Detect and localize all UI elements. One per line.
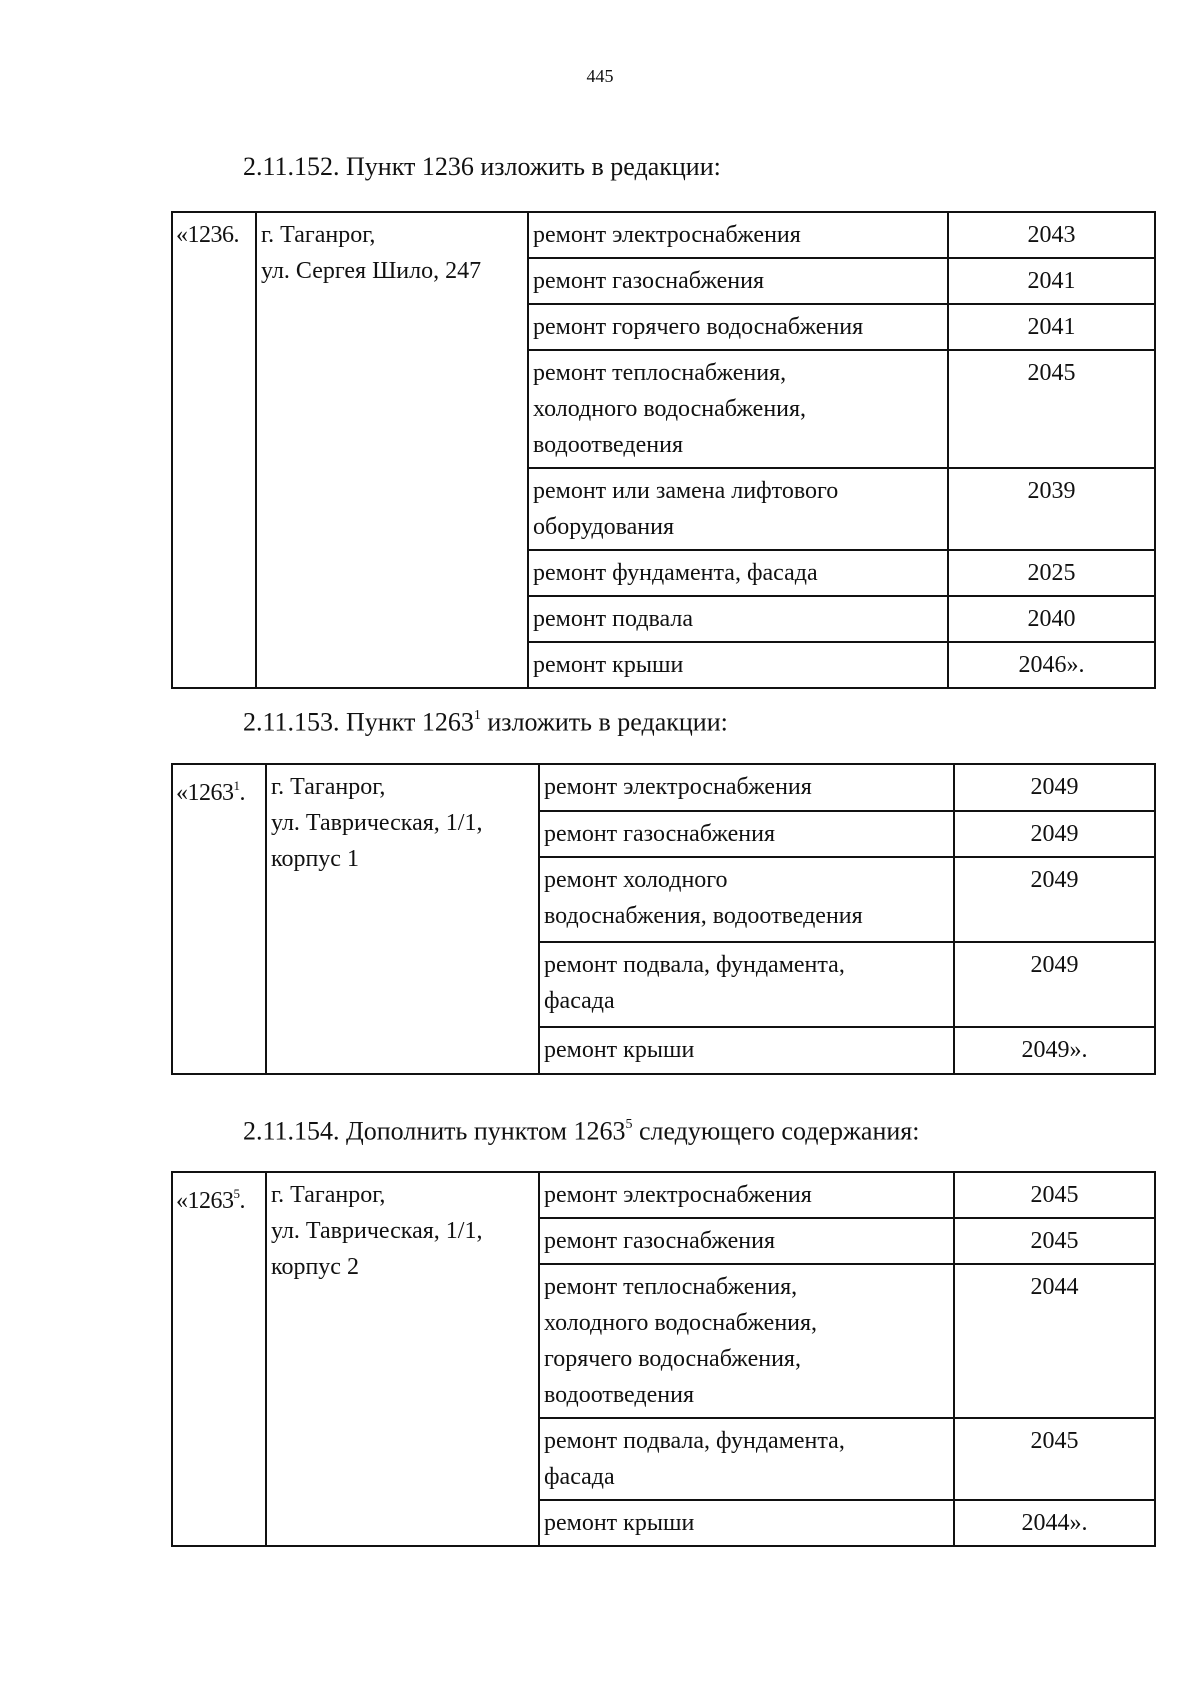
heading-text-end: изложить в редакции:	[480, 707, 728, 737]
work-type-line: ремонт теплоснабжения,	[533, 360, 787, 386]
work-type-line: ремонт газоснабжения	[544, 1228, 776, 1254]
work-type-line: холодного водоснабжения,	[544, 1310, 818, 1336]
address-line: ул. Таврическая, 1/1,	[271, 810, 483, 836]
heading-text: 2.11.153. Пункт 1263	[243, 707, 474, 737]
heading-superscript: 1	[473, 708, 481, 723]
work-type-line: ремонт фундамента, фасада	[533, 560, 818, 586]
heading-text-end: следующего содержания:	[632, 1116, 920, 1146]
work-type-cell	[528, 350, 948, 468]
year-cell: 2044».	[954, 1500, 1155, 1546]
address-cell	[266, 1172, 539, 1546]
year-cell: 2049	[954, 857, 1155, 942]
year-cell: 2043	[948, 212, 1155, 258]
year-cell: 2045	[948, 350, 1155, 468]
table-row	[172, 764, 1155, 811]
year-cell: 2045	[954, 1218, 1155, 1264]
work-type-cell	[528, 550, 948, 596]
work-type-cell	[539, 1218, 954, 1264]
year-cell: 2049».	[954, 1027, 1155, 1074]
schedule-table	[171, 211, 1156, 689]
address-line: корпус 2	[271, 1254, 359, 1280]
work-type-cell	[528, 258, 948, 304]
table-row	[172, 1172, 1155, 1218]
work-type-line: горячего водоснабжения,	[544, 1346, 801, 1372]
schedule-table	[171, 763, 1156, 1075]
heading-superscript: 5	[625, 1117, 633, 1132]
work-type-line: фасада	[544, 988, 615, 1014]
work-type-line: ремонт теплоснабжения,	[544, 1274, 798, 1300]
work-type-cell	[539, 1027, 954, 1074]
address-line: корпус 1	[271, 846, 359, 872]
address-line: г. Таганрог,	[271, 774, 386, 800]
work-type-line: ремонт горячего водоснабжения	[533, 314, 864, 340]
item-number: «1236.	[176, 222, 239, 248]
work-type-cell	[539, 1264, 954, 1418]
work-type-line: ремонт или замена лифтового	[533, 478, 839, 504]
work-type-line: водоотведения	[533, 432, 683, 458]
work-type-line: ремонт электроснабжения	[544, 774, 812, 800]
year-cell: 2049	[954, 811, 1155, 857]
year-cell: 2046».	[948, 642, 1155, 688]
work-type-line: ремонт подвала, фундамента,	[544, 952, 845, 978]
heading-text: 2.11.152. Пункт 1236 изложить в редакции:	[243, 152, 721, 181]
address-line: г. Таганрог,	[261, 222, 376, 248]
year-cell: 2045	[954, 1418, 1155, 1500]
work-type-line: ремонт крыши	[544, 1510, 695, 1536]
address-line: ул. Таврическая, 1/1,	[271, 1218, 483, 1244]
work-type-line: ремонт холодного	[544, 867, 728, 893]
work-type-cell	[528, 642, 948, 688]
work-type-line: ремонт электроснабжения	[533, 222, 801, 248]
table-row	[172, 212, 1155, 258]
item-number-suffix: .	[239, 780, 245, 806]
work-type-cell	[539, 1172, 954, 1218]
work-type-line: ремонт крыши	[533, 652, 684, 678]
section-heading	[243, 703, 728, 738]
year-cell: 2041	[948, 258, 1155, 304]
work-type-cell	[528, 468, 948, 550]
schedule-table	[171, 1171, 1156, 1547]
year-cell: 2025	[948, 550, 1155, 596]
item-number-cell	[172, 1172, 266, 1546]
work-type-line: ремонт газоснабжения	[533, 268, 765, 294]
work-type-line: ремонт газоснабжения	[544, 821, 776, 847]
item-number-superscript: 5	[233, 1186, 240, 1201]
work-type-cell	[539, 811, 954, 857]
work-type-line: водоснабжения, водоотведения	[544, 903, 863, 929]
year-cell: 2045	[954, 1172, 1155, 1218]
work-type-cell	[539, 1418, 954, 1500]
year-cell: 2041	[948, 304, 1155, 350]
page-number: 445	[586, 66, 614, 86]
item-number-suffix: .	[239, 1188, 245, 1214]
year-cell: 2039	[948, 468, 1155, 550]
work-type-line: холодного водоснабжения,	[533, 396, 807, 422]
address-line: ул. Сергея Шило, 247	[261, 258, 482, 284]
item-number-cell	[172, 212, 256, 688]
item-number: «1263	[176, 780, 234, 806]
work-type-line: ремонт подвала, фундамента,	[544, 1428, 845, 1454]
work-type-line: фасада	[544, 1464, 615, 1490]
section-heading	[243, 152, 721, 182]
work-type-line: водоотведения	[544, 1382, 694, 1408]
heading-text: 2.11.154. Дополнить пунктом 1263	[243, 1116, 626, 1146]
item-number-superscript: 1	[233, 778, 240, 793]
year-cell: 2049	[954, 942, 1155, 1027]
work-type-cell	[528, 596, 948, 642]
section-heading	[243, 1112, 919, 1147]
item-number: «1263	[176, 1188, 234, 1214]
year-cell: 2049	[954, 764, 1155, 811]
address-cell	[266, 764, 539, 1074]
address-cell	[256, 212, 528, 688]
year-cell: 2040	[948, 596, 1155, 642]
work-type-line: ремонт крыши	[544, 1037, 695, 1063]
work-type-cell	[528, 212, 948, 258]
work-type-cell	[528, 304, 948, 350]
work-type-cell	[539, 764, 954, 811]
item-number-cell	[172, 764, 266, 1074]
work-type-line: ремонт электроснабжения	[544, 1182, 812, 1208]
work-type-cell	[539, 942, 954, 1027]
work-type-cell	[539, 1500, 954, 1546]
work-type-line: ремонт подвала	[533, 606, 694, 632]
work-type-cell	[539, 857, 954, 942]
year-cell: 2044	[954, 1264, 1155, 1418]
address-line: г. Таганрог,	[271, 1182, 386, 1208]
work-type-line: оборудования	[533, 514, 674, 540]
